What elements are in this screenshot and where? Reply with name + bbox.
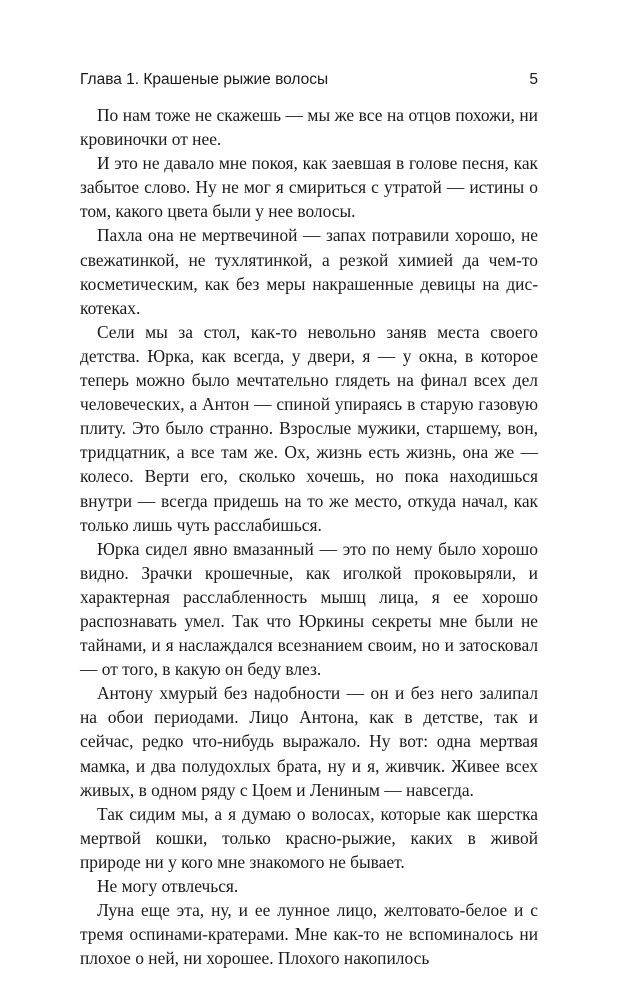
paragraph: Антону хмурый без надобности — он и без него залипал на обои периодами. Лицо Антона, как в детстве, так и сейчас, редко что-нибудь выражало. Ну вот: одна мертвая мамка, и два полудохлых брата, ну и я, живчик. Живее всех живых, в одном ряду с Цоем и Лениным — навсегда.	[80, 683, 538, 800]
page-number: 5	[529, 71, 538, 88]
paragraph: Сели мы за стол, как-то невольно заняв места своего детства. Юрка, как всегда, у двери, я — у окна, в которое теперь можно было мечтательно глядеть на финал всех дел человеческих, а Антон — спиной упираясь в старую газовую плиту. Это было странно. Взрослые мужики, старшему, вон, тридцатник, а все там же. Ох, жизнь есть жизнь, она же — колесо. Верти его, сколько хочешь, но пока находишься внутри — всегда придешь на то же место, откуда начал, как только лишь чуть расслабишься.	[80, 321, 538, 535]
body-text	[80, 103, 538, 970]
paragraph: Луна еще эта, ну, и ее лунное лицо, желтовато-белое и с тремя оспинами-кратерами. Мне как-то не вспоминалось ни плохое о ней, ни хорошее. Плохого накопилось	[80, 900, 538, 969]
paragraph: Не могу отвлечься.	[97, 876, 239, 896]
paragraph: Так сидим мы, а я думаю о волосах, которые как шерстка мертвой кошки, только красно-рыжие, каких в живой природе ни у кого мне знакомого не бывает.	[80, 803, 538, 872]
paragraph: По нам тоже не скажешь — мы же все на отцов похожи, ни кровиночки от нее.	[80, 105, 538, 150]
running-head	[80, 68, 538, 92]
paragraph: Пахла она не мертвечиной — запах потравили хорошо, не свежатинкой, не тухлятинкой, а резкой химией да чем-то косметическим, как без меры накрашенные девицы на дискотеках.	[80, 225, 538, 318]
chapter-title: Глава 1. Крашеные рыжие волосы	[80, 71, 329, 88]
paragraph: Юрка сидел явно вмазанный — это по нему было хорошо видно. Зрачки крошечные, как иголкой проковыряли, и характерная расслабленность мышц лица, я ее хорошо распознавать умел. Так что Юркины секреты мне были не тайнами, и я наслаждался всезнанием своим, но и затосковал — от того, в какую он беду влез.	[80, 538, 538, 680]
paragraph: И это не давало мне покоя, как заевшая в голове песня, как забытое слово. Ну не мог я смириться с утратой — истины о том, какого цвета были у нее волосы.	[80, 153, 538, 222]
